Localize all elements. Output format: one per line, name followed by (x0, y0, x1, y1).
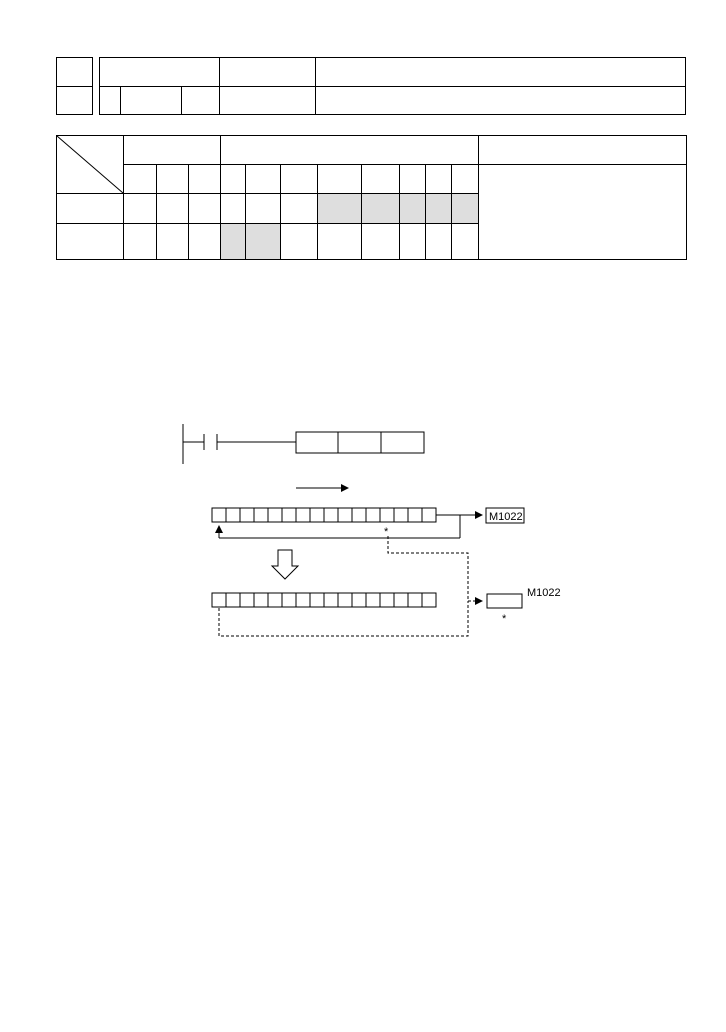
mnemonic-value-cell (120, 86, 182, 115)
row-label-d (56, 193, 124, 224)
operands-cell (219, 57, 316, 87)
register-bit (380, 508, 394, 522)
register-bit (282, 508, 296, 522)
function-cell (315, 57, 686, 87)
register-bit (394, 593, 408, 607)
table-cell (156, 193, 189, 224)
register-bit (366, 593, 380, 607)
bit-devices-header (123, 135, 221, 165)
dashed-path-to-flag (388, 536, 482, 601)
register-bit (394, 508, 408, 522)
register-bit (352, 508, 366, 522)
register-bit (324, 508, 338, 522)
notes-header (478, 135, 687, 165)
table-cell (188, 193, 221, 224)
device-col-kn-y (361, 164, 400, 194)
table-cell-shaded (451, 193, 479, 224)
ladder-diagram (176, 420, 432, 468)
normally-open-contact-icon (204, 434, 217, 450)
register-bit (212, 593, 226, 607)
register-bit (240, 508, 254, 522)
corner-cell (56, 135, 124, 194)
table-cell (317, 223, 362, 260)
device-col-h (280, 164, 318, 194)
register-before (212, 508, 436, 522)
device-col-y (156, 164, 189, 194)
device-col-s (220, 164, 246, 194)
register-bit (366, 508, 380, 522)
table-cell-shaded (399, 193, 426, 224)
d-prefix-cell (99, 86, 121, 115)
table-cell-shaded (245, 223, 281, 260)
table-cell (245, 193, 281, 224)
table-cell (123, 193, 157, 224)
device-col-t (451, 164, 479, 194)
table-cell (220, 193, 246, 224)
m1022-flag-box-label: M1022 (489, 511, 523, 523)
register-bit (380, 593, 394, 607)
register-bit (310, 508, 324, 522)
register-bit (282, 593, 296, 607)
register-bit (226, 508, 240, 522)
register-bit (324, 593, 338, 607)
api-number-cell (56, 57, 93, 87)
table-cell (361, 223, 400, 260)
table-cell-shaded (220, 223, 246, 260)
down-arrow-icon (272, 550, 298, 579)
instruction-box-operand-d (338, 432, 381, 453)
table-cell (156, 223, 189, 260)
operand-table (56, 135, 687, 260)
register-bit (408, 593, 422, 607)
device-col-kn-x (317, 164, 362, 194)
register-bit (352, 593, 366, 607)
asterisk-marker-2: * (502, 613, 507, 625)
instruction-box-mnemonic (296, 432, 338, 453)
device-col-m (188, 164, 221, 194)
asterisk-marker-1: * (384, 526, 389, 538)
register-bit (338, 593, 352, 607)
p-suffix-cell (181, 86, 220, 115)
instruction-header-table (56, 57, 686, 115)
register-bit (296, 593, 310, 607)
register-bit (296, 508, 310, 522)
m1022-flag-box-after (487, 594, 522, 608)
table-cell (123, 223, 157, 260)
operands-value-cell (219, 86, 316, 115)
table-cell (280, 193, 318, 224)
register-after (212, 593, 436, 607)
device-col-kn-m (399, 164, 426, 194)
api-number-value-cell (56, 86, 93, 115)
function-value-cell (315, 86, 686, 115)
table-cell (451, 223, 479, 260)
register-bit (422, 593, 436, 607)
register-bit (240, 593, 254, 607)
mnemonic-cell (99, 57, 220, 87)
register-bit (422, 508, 436, 522)
table-cell-shaded (361, 193, 400, 224)
instruction-box-operand-n (381, 432, 424, 453)
table-cell (280, 223, 318, 260)
register-bit (226, 593, 240, 607)
register-bit (268, 593, 282, 607)
register-bit (254, 508, 268, 522)
device-col-k (245, 164, 281, 194)
table-cell (425, 223, 452, 260)
table-cell (188, 223, 221, 260)
register-bit (254, 593, 268, 607)
register-bit (338, 508, 352, 522)
notes-body (478, 164, 687, 260)
register-bit (212, 508, 226, 522)
register-bit (268, 508, 282, 522)
m1022-flag-label: M1022 (527, 587, 561, 599)
register-bit (310, 593, 324, 607)
word-devices-header (220, 135, 479, 165)
device-col-kn-s (425, 164, 452, 194)
register-bit (408, 508, 422, 522)
table-cell-shaded (425, 193, 452, 224)
device-col-x (123, 164, 157, 194)
rotation-diagram (200, 478, 600, 648)
row-label-n (56, 223, 124, 260)
table-cell (399, 223, 426, 260)
table-cell-shaded (317, 193, 362, 224)
diagonal-line (56, 135, 124, 194)
